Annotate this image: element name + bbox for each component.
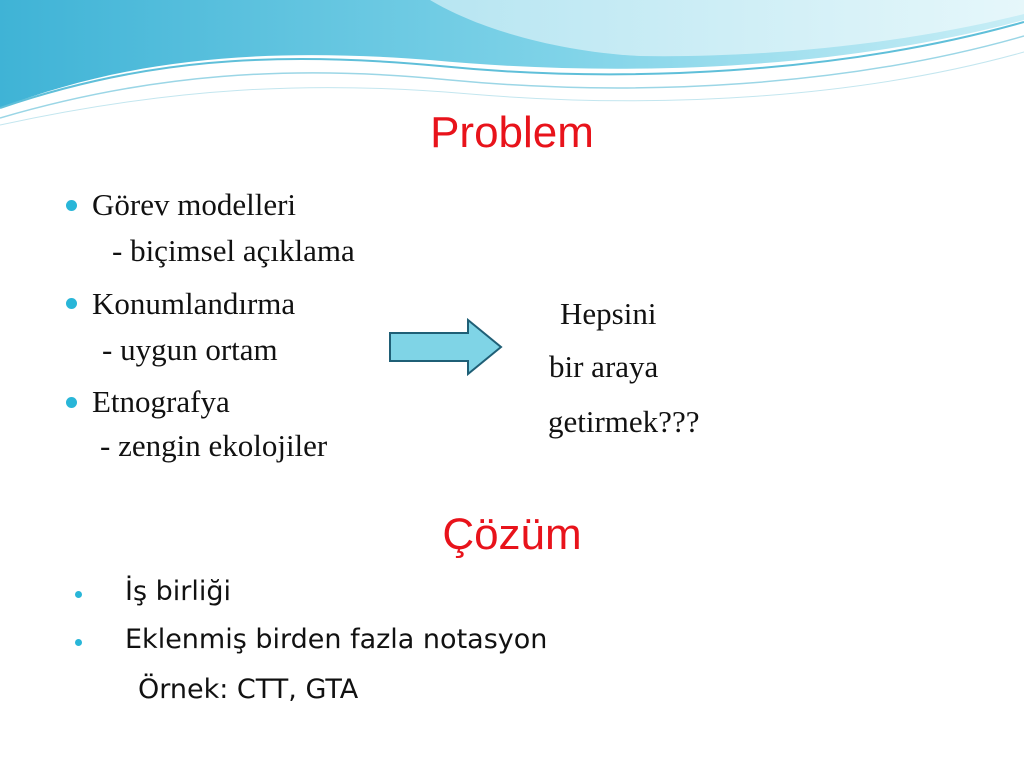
right-arrow-icon (388, 318, 504, 376)
bullet-dot (66, 298, 77, 309)
solution-item-2: Eklenmiş birden fazla notasyon (125, 624, 548, 655)
bullet-dot (66, 397, 77, 408)
bullet-main-konum: Konumlandırma (92, 286, 296, 321)
right-text-line-2: bir araya (549, 349, 659, 384)
bullet-main-etno: Etnografya (92, 384, 230, 419)
bullet-dot (66, 200, 77, 211)
slide-title: Problem (430, 108, 594, 157)
solution-bullet-dot (75, 639, 82, 646)
bullet-main-gorev: Görev modelleri (92, 187, 297, 222)
solution-example: Örnek: CTT, GTA (138, 674, 359, 705)
solution-bullet-dot (75, 591, 82, 598)
solution-title: Çözüm (442, 510, 582, 559)
bullet-sub-gorev: - biçimsel açıklama (112, 233, 355, 268)
bullet-sub-etno: - zengin ekolojiler (100, 428, 328, 463)
bullet-sub-konum: - uygun ortam (102, 332, 278, 367)
right-text-line-1: Hepsini (560, 296, 657, 331)
right-text-line-3: getirmek??? (548, 404, 700, 439)
solution-item-1: İş birliği (125, 576, 231, 607)
